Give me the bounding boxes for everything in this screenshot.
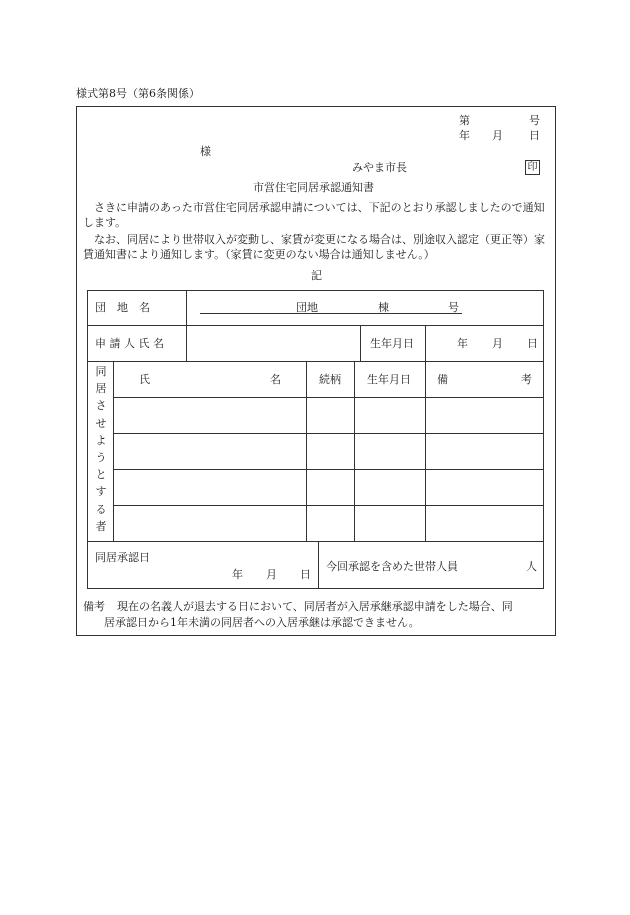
- cohabitant-label-char: と: [95, 468, 107, 482]
- date-day: 日: [529, 129, 540, 142]
- doc-no-suffix: 号: [529, 114, 540, 127]
- cohabitant-label-char: 居: [95, 382, 107, 396]
- issuer-name: みやま市長: [352, 161, 407, 174]
- date-year: 年: [459, 129, 470, 142]
- household-label: 今回承認を含めた世帯人員: [326, 560, 458, 573]
- row-divider: [87, 361, 544, 362]
- approval-year: 年: [232, 568, 243, 581]
- col-divider: [360, 325, 361, 361]
- danchi-label: 団 地 名: [95, 301, 150, 314]
- row-divider: [113, 433, 544, 434]
- cohabitant-label-char: よ: [95, 433, 107, 447]
- to-suffix: 棟: [378, 301, 389, 314]
- row-divider: [113, 505, 544, 506]
- body-paragraph-2: なお、同居により世帯収入が変動し、家賃が変更になる場合は、別途収入認定（更正等）家賃通知書により通知します。（家賃に変更のない場合は通知しません。）: [83, 233, 545, 261]
- remarks-label: 備考: [83, 600, 105, 613]
- birth-year: 年: [457, 337, 468, 350]
- col-remarks-1: 備: [437, 373, 448, 386]
- col-divider: [354, 361, 355, 541]
- cohabitant-label-char: す: [95, 485, 107, 499]
- table-border: [87, 290, 544, 589]
- approval-date-label: 同居承認日: [95, 551, 150, 564]
- remarks-line-1: 現在の名義人が退去する日において、同居者が入居承継承認申請をした場合、同: [117, 600, 513, 613]
- row-divider: [87, 541, 544, 542]
- form-number: 様式第8号（第6条関係）: [76, 87, 200, 100]
- remarks-line-2: 居承認日から1年未満の同居者への入居承継は承認できません。: [104, 616, 420, 629]
- col-divider: [306, 361, 307, 541]
- col-name-1: 氏: [139, 373, 150, 386]
- col-divider: [113, 361, 114, 541]
- ki-heading: 記: [311, 269, 322, 282]
- col-birthdate: 生年月日: [367, 373, 411, 386]
- cohabitant-label-char: せ: [95, 416, 107, 430]
- col-name-2: 名: [270, 373, 281, 386]
- cohabitant-label-char: 同: [95, 365, 107, 378]
- cohabitant-label-char: さ: [95, 399, 107, 413]
- col-relation: 続柄: [319, 373, 341, 386]
- document-title: 市営住宅同居承認通知書: [253, 181, 374, 194]
- go-suffix: 号: [448, 301, 459, 314]
- cohabitant-label-char: う: [95, 451, 107, 464]
- approval-day: 日: [300, 568, 311, 581]
- approval-month: 月: [266, 568, 277, 581]
- applicant-label: 申 請 人 氏 名: [95, 337, 164, 350]
- doc-no-prefix: 第: [459, 114, 470, 127]
- date-month: 月: [492, 129, 503, 142]
- col-divider: [318, 541, 319, 589]
- col-remarks-2: 考: [521, 373, 532, 386]
- col-divider: [186, 290, 187, 361]
- birth-month: 月: [492, 337, 503, 350]
- row-divider: [87, 325, 544, 326]
- danchi-suffix: 団地: [296, 301, 318, 314]
- row-divider: [113, 469, 544, 470]
- seal-mark: 印: [525, 160, 540, 175]
- birth-day: 日: [527, 337, 538, 350]
- danchi-underline: [200, 313, 462, 314]
- cohabitant-label-char: 者: [95, 519, 107, 533]
- applicant-birthdate-label: 生年月日: [370, 337, 414, 350]
- row-divider: [113, 397, 544, 398]
- body-paragraph-1: さきに申請のあった市営住宅同居承認申請については、下記のとおり承認しましたので通知します。: [83, 201, 545, 229]
- col-divider: [425, 325, 426, 541]
- addressee-suffix: 様: [200, 145, 211, 158]
- cohabitant-label-char: る: [95, 502, 107, 516]
- household-unit: 人: [526, 560, 537, 573]
